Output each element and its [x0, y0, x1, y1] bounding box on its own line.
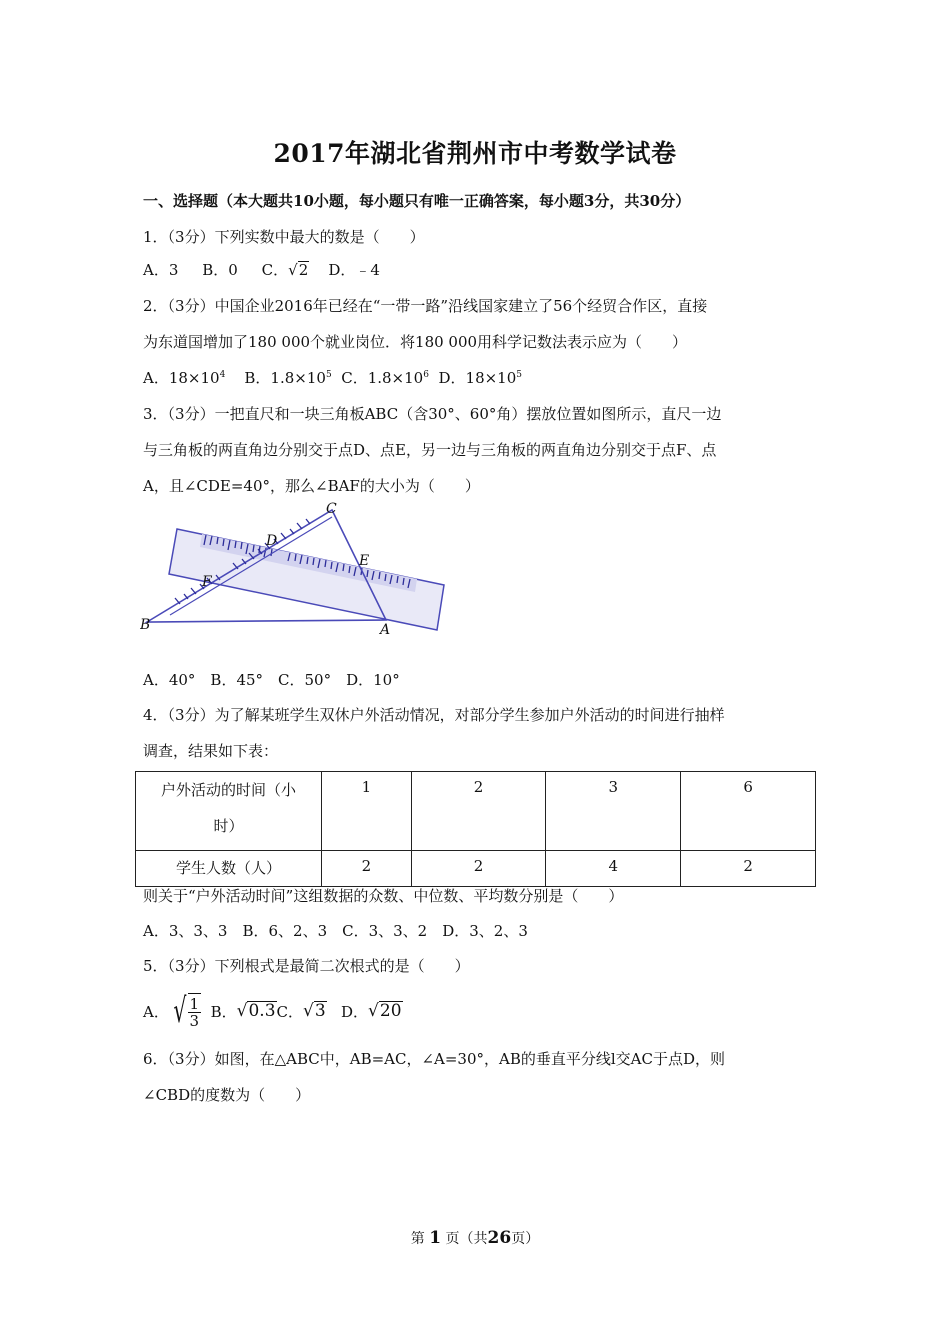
section-heading: 一、选择题（本大题共10小题，每小题只有唯一正确答案，每小题3分，共30分） — [143, 192, 691, 210]
q1-options — [143, 259, 380, 280]
activity-table — [135, 771, 816, 887]
q3-line2: 与三角板的两直角边分别交于点D、点E，另一边与三角板的两直角边分别交于点F、点 — [143, 441, 717, 459]
q5-option-b-sqrt: √0.3 — [236, 1001, 276, 1021]
q5-option-b-label: B． — [210, 1002, 237, 1021]
q1-stem: 1．（3分）下列实数中最大的数是（ ） — [143, 228, 425, 246]
ruler-triangle-figure — [140, 500, 445, 640]
q5-stem: 5．（3分）下列根式是最简二次根式的是（ ） — [143, 957, 470, 975]
q4-question: 则关于“户外活动时间”这组数据的众数、中位数、平均数分别是（ ） — [143, 887, 624, 905]
q2-options — [143, 367, 522, 388]
table-cell: 6 — [681, 772, 816, 851]
q5-option-d-label: D． — [341, 1002, 369, 1021]
label-e: E — [359, 553, 370, 569]
q4-line2: 调查，结果如下表： — [143, 742, 279, 760]
table-cell: 2 — [681, 851, 816, 887]
table-header-cell: 户外活动的时间（小 时） — [136, 772, 322, 851]
label-f: F — [202, 574, 212, 590]
label-b: B — [140, 617, 151, 633]
page-footer: 第 1 页（共26页） — [410, 1228, 540, 1248]
label-c: C — [326, 501, 337, 517]
q5-option-d-sqrt: √20 — [368, 1001, 402, 1021]
q3-options: A．40° B．45° C．50° D．10° — [143, 671, 400, 689]
q5-options — [143, 986, 403, 1036]
page-number: 1 — [429, 1228, 442, 1248]
q4-options: A．3、3、3 B．6、2、3 C．3、3、2 D．3、2、3 — [143, 922, 528, 940]
table-cell: 2 — [411, 772, 546, 851]
q2-line1: 2．（3分）中国企业2016年已经在“一带一路”沿线国家建立了56个经贸合作区，直接 — [143, 297, 708, 315]
table-row — [136, 772, 816, 851]
page-total: 26 — [487, 1228, 512, 1248]
label-a: A — [380, 622, 391, 638]
q3-line3: A，且∠CDE=40°，那么∠BAF的大小为（ ） — [143, 477, 480, 495]
table-cell: 1 — [322, 772, 412, 851]
q1-option-d: D．﹣4 — [328, 261, 380, 279]
q1-option-c-label: C． — [261, 261, 289, 279]
label-d: D — [266, 533, 278, 549]
table-header-cell: 学生人数（人） — [136, 851, 322, 887]
q2-line2: 为东道国增加了180 000个就业岗位．将180 000用科学记数法表示应为（ ） — [143, 333, 688, 351]
q1-option-b: B．0 — [202, 261, 238, 279]
table-cell: 4 — [546, 851, 681, 887]
q2-option-d: D．$18\times 10^5$ — [438, 369, 523, 387]
table-cell: 2 — [322, 851, 412, 887]
q5-option-c-sqrt: √3 — [303, 1001, 326, 1021]
q1-option-a: A．3 — [143, 261, 179, 279]
page-title: 2017年湖北省荆州市中考数学试卷 — [273, 139, 677, 168]
q6-line2: ∠CBD的度数为（ ） — [143, 1086, 311, 1104]
q5-option-a-label: A． — [143, 1002, 169, 1021]
q3-line1: 3．（3分）一把直尺和一块三角板ABC（含30°、60°角）摆放位置如图所示，直尺一边 — [143, 405, 722, 423]
q5-option-a-sqrt: √ $\frac{1}{3}$ — [173, 991, 200, 1031]
q1-option-c-sqrt: √2 — [288, 261, 309, 279]
table-cell: 3 — [546, 772, 681, 851]
q5-option-c-label: C． — [276, 1002, 304, 1021]
q6-line1: 6．（3分）如图，在△ABC中，AB=AC，∠A=30°，AB的垂直平分线l交AC于点D，则 — [143, 1050, 726, 1068]
q2-option-c: C．$1.8\times 10^6$ — [341, 369, 429, 387]
q2-option-a: A．$18\times 10^4$ — [143, 369, 226, 387]
table-row — [136, 851, 816, 887]
q2-option-b: B．$1.8\times 10^5$ — [244, 369, 332, 387]
q4-line1: 4．（3分）为了解某班学生双休户外活动情况，对部分学生参加户外活动的时间进行抽样 — [143, 706, 725, 724]
table-cell: 2 — [411, 851, 546, 887]
